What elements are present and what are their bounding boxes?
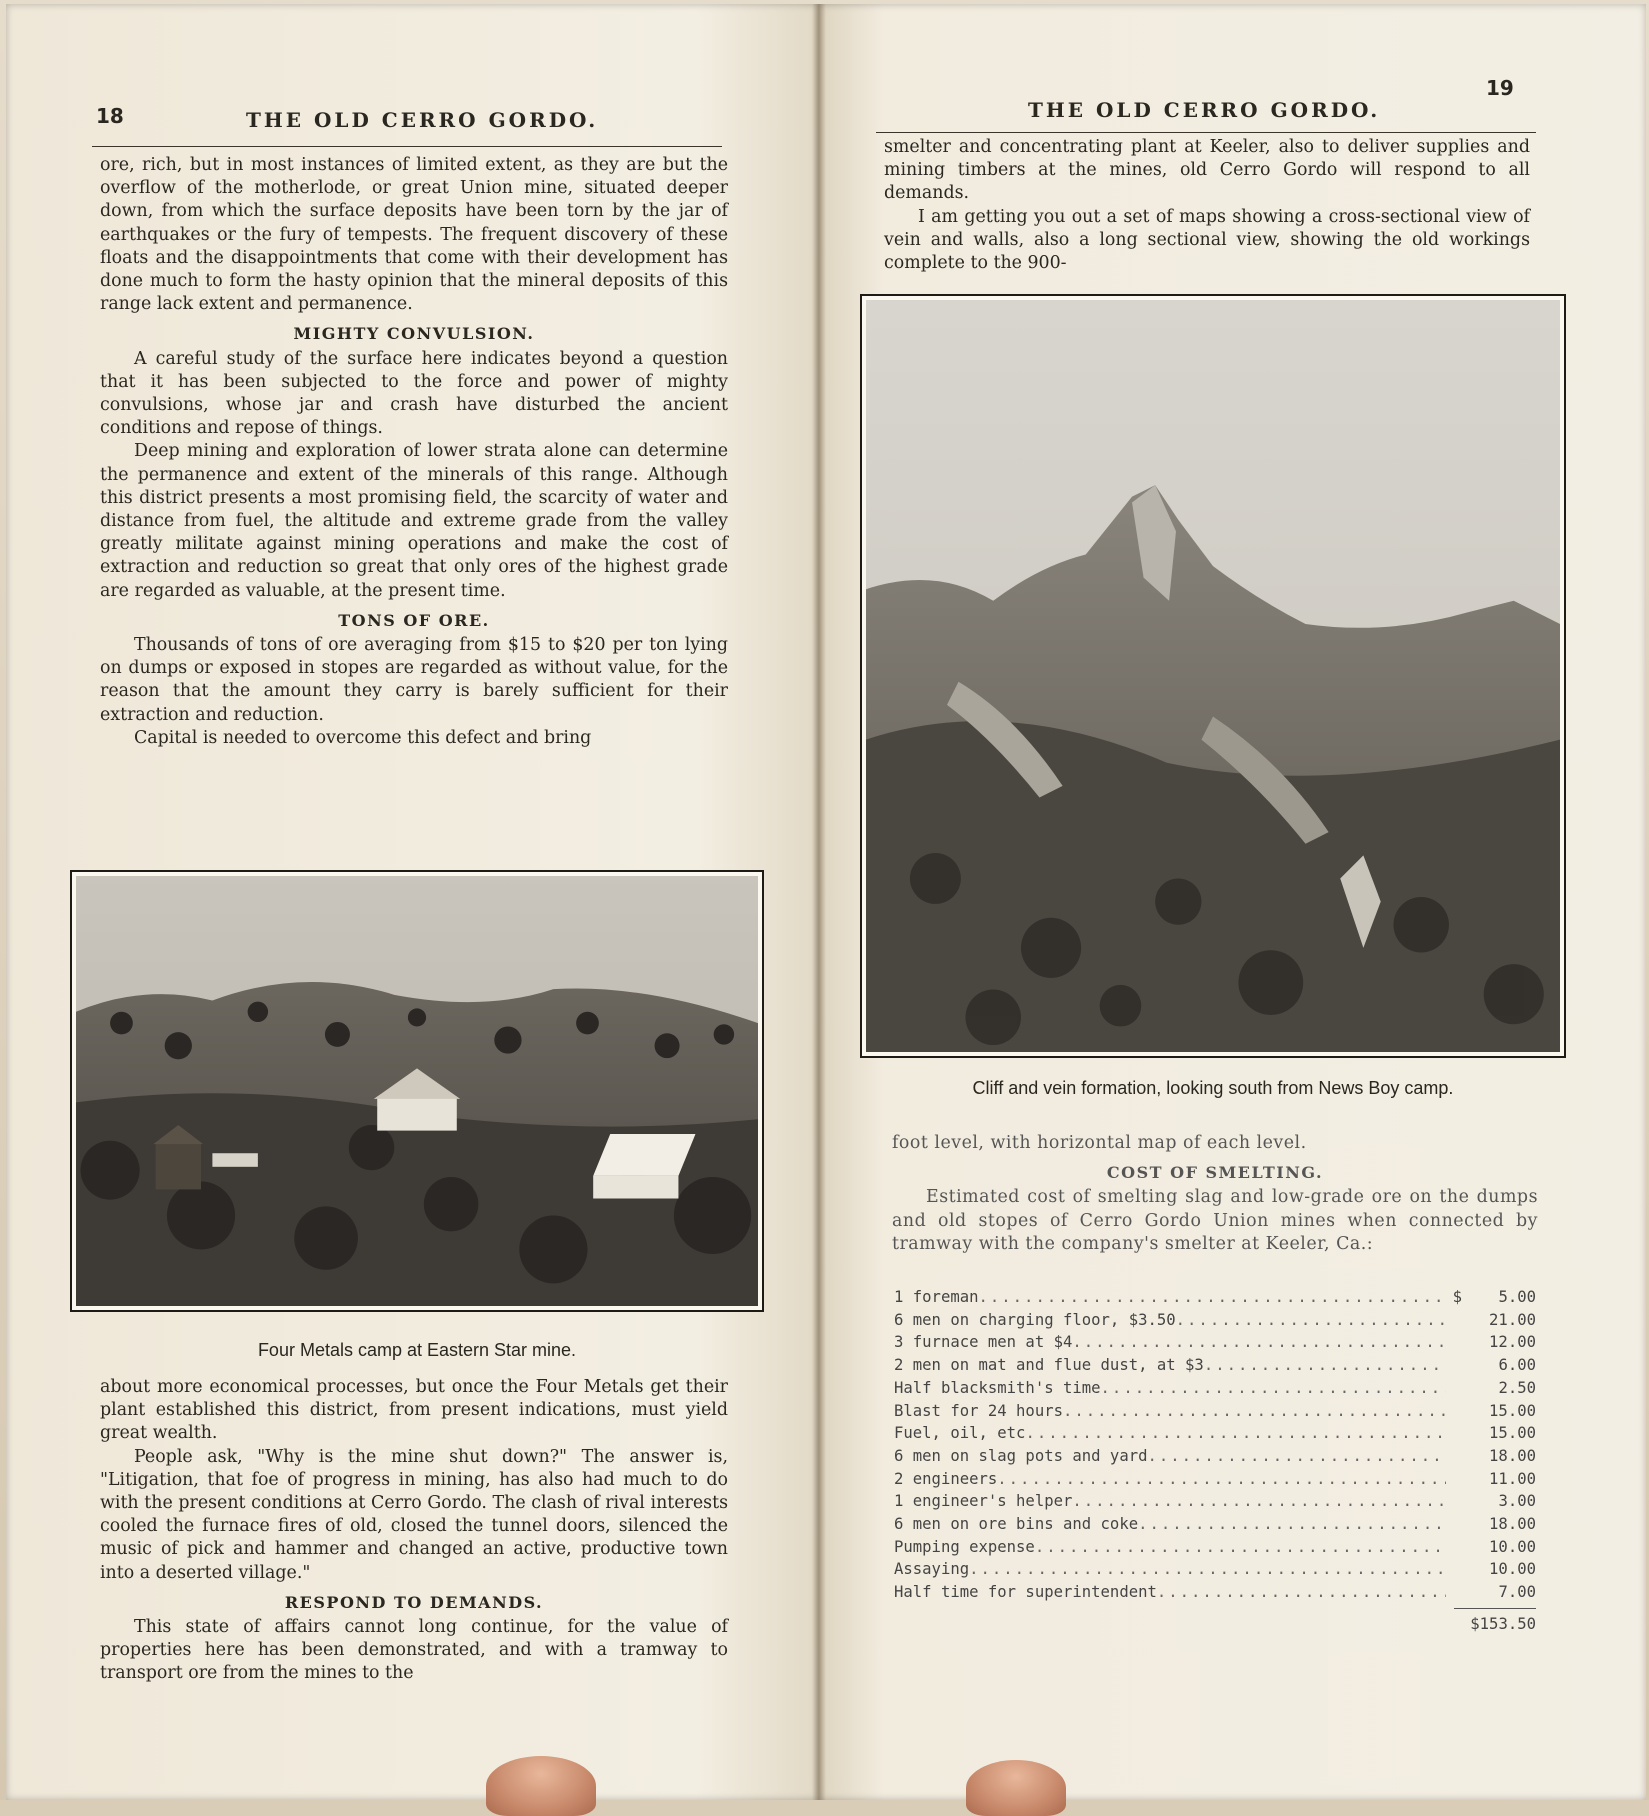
paragraph: This state of affairs cannot long continue, for the value of properties here has been demonstrated, and with a tramway to transport ore from the mines to the (100, 1617, 728, 1684)
cost-amount: 12.00 (1489, 1333, 1536, 1352)
text-column-top (884, 136, 1530, 275)
cost-dollar-sign (1446, 1309, 1462, 1332)
cost-label: 2 engineers (894, 1469, 998, 1488)
cost-row (894, 1445, 1536, 1468)
cost-row (894, 1490, 1536, 1513)
cost-amount: 6.00 (1498, 1356, 1536, 1375)
cost-amount: 7.00 (1498, 1583, 1536, 1602)
cost-dollar-sign (1446, 1354, 1462, 1377)
paragraph: Thousands of tons of ore averaging from $15 to $20 per ton lying on dumps or exposed in stopes are regarded as without value, for the reason that the amount they carry is barely sufficient for their extraction and reduction. (100, 635, 728, 725)
cost-label: 3 furnace men at $4 (894, 1333, 1073, 1352)
total-rule (1454, 1608, 1536, 1609)
cost-dollar-sign (1446, 1468, 1462, 1491)
right-page (818, 4, 1646, 1800)
cost-amount: 2.50 (1498, 1378, 1536, 1397)
header-rule (92, 146, 722, 147)
section-heading: RESPOND TO DEMANDS. (284, 1592, 544, 1612)
cost-dollar-sign (1446, 1331, 1462, 1354)
running-header: THE OLD CERRO GORDO. (1028, 98, 1381, 122)
leader-dots (1063, 1400, 1446, 1423)
text-column-bottom (892, 1132, 1538, 1256)
left-thumb (486, 1756, 596, 1816)
paragraph: ore, rich, but in most instances of limited extent, as they are but the overflow of the motherlode, or great Union mine, situated deeper down, from which the surface deposits have been torn by the jar of earthquakes or the fury of tempests. The frequent discovery of these floats and the disappointments that come with their development has done much to form the hasty opinion that the mineral deposits of this range lack extent and permanence. (100, 155, 728, 315)
cost-label: 6 men on ore bins and coke (894, 1515, 1139, 1534)
cost-row (894, 1558, 1536, 1581)
text-column-top (100, 154, 728, 750)
cost-amount: 15.00 (1489, 1401, 1536, 1420)
open-booklet (6, 4, 1646, 1800)
cost-dollar-sign (1446, 1400, 1462, 1423)
leader-dots (1025, 1422, 1446, 1445)
cost-row (894, 1513, 1536, 1536)
cost-label: Blast for 24 hours (894, 1401, 1063, 1420)
paragraph: about more economical processes, but once the Four Metals get their plant established this district, from present indications, must yield great wealth. (100, 1377, 728, 1444)
cost-amount: 5.00 (1498, 1288, 1536, 1306)
cost-label: Fuel, oil, etc (894, 1424, 1026, 1443)
leader-dots (1176, 1309, 1446, 1332)
right-thumb (966, 1760, 1066, 1816)
cliff-photo (860, 294, 1566, 1058)
cost-amount: 18.00 (1489, 1446, 1536, 1465)
cost-row (894, 1286, 1536, 1309)
cost-row (894, 1400, 1536, 1423)
cost-dollar-sign (1446, 1581, 1462, 1604)
cost-amount: 3.00 (1498, 1492, 1536, 1511)
cost-row (894, 1422, 1536, 1445)
leader-dots (1101, 1377, 1446, 1400)
cost-label: 2 men on mat and flue dust, at $3 (894, 1356, 1204, 1375)
header-rule (876, 132, 1536, 133)
page-number: 18 (96, 104, 124, 128)
leader-dots (1147, 1445, 1446, 1468)
cost-label: 1 foreman (894, 1288, 979, 1306)
section-heading: TONS OF ORE. (338, 610, 490, 630)
cost-label: Half blacksmith's time (894, 1378, 1101, 1397)
cost-row (894, 1331, 1536, 1354)
photo-caption: Four Metals camp at Eastern Star mine. (257, 1340, 577, 1360)
cost-amount: 10.00 (1489, 1537, 1536, 1556)
cost-amount: 18.00 (1489, 1515, 1536, 1534)
cost-label: 1 engineer's helper (894, 1492, 1073, 1511)
cost-dollar-sign (1446, 1558, 1462, 1581)
cost-dollar-sign (1446, 1445, 1462, 1468)
cost-row (894, 1468, 1536, 1491)
page-gutter (812, 4, 826, 1800)
paragraph: I am getting you out a set of maps showing a cross-sectional view of vein and walls, also a long sectional view, showing the old workings complete to the 900- (884, 206, 1530, 274)
photo-caption: Cliff and vein formation, looking south from News Boy camp. (972, 1078, 1454, 1098)
cost-of-smelting-table (894, 1286, 1536, 1636)
left-page (6, 4, 818, 1800)
cost-row (894, 1309, 1536, 1332)
cost-dollar-sign (1446, 1536, 1462, 1559)
cost-dollar-sign: $ (1452, 1288, 1462, 1306)
camp-photo (70, 870, 764, 1312)
paragraph: Estimated cost of smelting slag and low-grade ore on the dumps and old stopes of Cerro Gordo Union mines when connected by tramway with the company's smelter at Keeler, Ca.: (892, 1187, 1538, 1254)
paragraph: People ask, "Why is the mine shut down?" The answer is, "Litigation, that foe of progress in mining, has also had much to do with the present conditions at Cerro Gordo. The clash of rival interests cooled the furnace fires of old, closed the tunnel doors, silenced the music of pick and hammer and changed an active, productive town into a deserted village." (100, 1446, 728, 1583)
cost-label: 6 men on charging floor, $3.50 (894, 1310, 1176, 1329)
leader-dots (997, 1468, 1446, 1491)
cost-label: Assaying (894, 1560, 970, 1579)
paragraph: Capital is needed to overcome this defect and bring (134, 727, 592, 748)
cost-dollar-sign (1446, 1422, 1462, 1445)
cost-label: 6 men on slag pots and yard (894, 1446, 1148, 1465)
cost-amount: 21.00 (1489, 1310, 1536, 1329)
running-header: THE OLD CERRO GORDO. (246, 108, 599, 132)
leader-dots (1072, 1490, 1446, 1513)
section-heading: COST OF SMELTING. (1106, 1163, 1324, 1183)
cost-row (894, 1354, 1536, 1377)
leader-dots (1157, 1581, 1446, 1604)
leader-dots (1204, 1354, 1446, 1377)
cost-dollar-sign (1446, 1490, 1462, 1513)
paragraph: A careful study of the surface here indicates beyond a question that it has been subjected to the force and power of mighty convulsions, whose jar and crash have disturbed the ancient conditions and repose of things. (100, 348, 728, 439)
cost-label: Pumping expense (894, 1537, 1035, 1556)
leader-dots (1072, 1331, 1446, 1354)
cost-row (894, 1581, 1536, 1604)
text-column-bottom (100, 1376, 728, 1686)
cost-amount: 11.00 (1489, 1469, 1536, 1488)
cost-dollar-sign (1446, 1513, 1462, 1536)
leader-dots (979, 1286, 1447, 1309)
section-heading: MIGHTY CONVULSION. (293, 324, 535, 344)
leader-dots (1035, 1536, 1446, 1559)
cost-row (894, 1377, 1536, 1400)
paragraph: smelter and concentrating plant at Keeler, also to deliver supplies and mining timbers at the mines, old Cerro Gordo will respond to all demands. (884, 137, 1530, 204)
cost-amount: 10.00 (1489, 1560, 1536, 1579)
page-number: 19 (1486, 76, 1514, 100)
cost-label: Half time for superintendent (894, 1583, 1157, 1602)
cost-dollar-sign (1446, 1377, 1462, 1400)
camp-photo-image (76, 876, 758, 1306)
cliff-photo-image (866, 300, 1560, 1052)
leader-dots (969, 1558, 1446, 1581)
leader-dots (1138, 1513, 1446, 1536)
paragraph: foot level, with horizontal map of each level. (892, 1133, 1307, 1153)
cost-row (894, 1536, 1536, 1559)
cost-amount: 15.00 (1489, 1424, 1536, 1443)
paragraph: Deep mining and exploration of lower strata alone can determine the permanence and extent of the minerals of this range. Although this district presents a most promising field, the scarcity of water and distance from fuel, the altitude and extreme grade from the valley greatly militate against mining operations and make the cost of extraction and reduction so great that only ores of the highest grade are regarded as valuable, at the present time. (100, 441, 728, 601)
cost-total: $153.50 (1470, 1614, 1536, 1633)
